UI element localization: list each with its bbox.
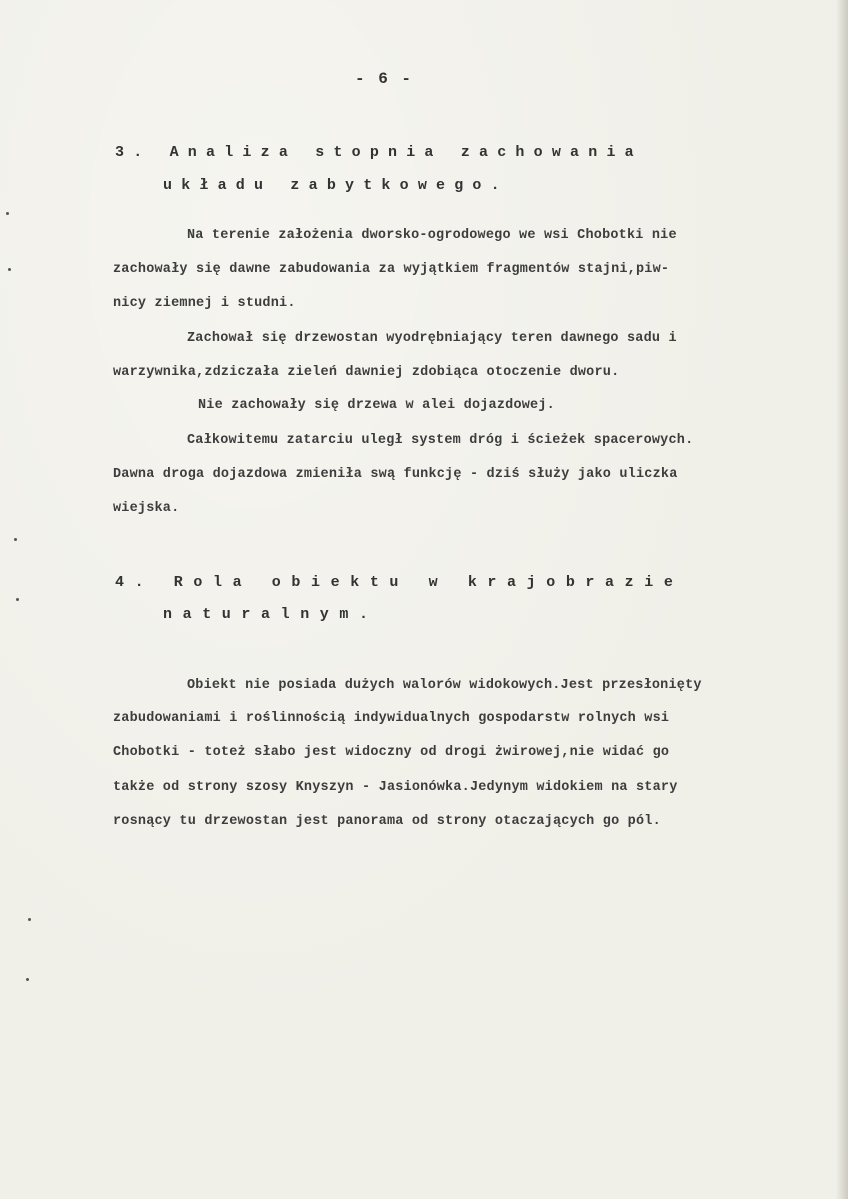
margin-speck [8,268,11,271]
margin-speck [14,538,17,541]
paragraph-line: Chobotki - toteż słabo jest widoczny od drogi żwirowej,nie widać go [113,745,670,760]
paragraph-line: zachowały się dawne zabudowania za wyjątkiem fragmentów stajni,piw- [113,262,670,277]
margin-speck [16,598,19,601]
paper-edge-shadow [836,0,848,1199]
paragraph-line: nicy ziemnej i studni. [113,296,296,311]
paragraph-line: Zachował się drzewostan wyodrębniający teren dawnego sadu i [187,331,677,346]
section-4-heading-continued: naturalnym. [163,606,379,623]
paragraph-line: Całkowitemu zatarciu uległ system dróg i ścieżek spacerowych. [187,433,694,448]
margin-speck [6,212,9,215]
paragraph-line: zabudowaniami i roślinnością indywidualnych gospodarstw rolnych wsi [113,711,670,726]
section-3-heading: 3. Analiza stopnia zachowania [115,144,643,161]
section-4-heading: 4. Rola obiektu w krajobrazie [115,574,684,591]
paragraph-line: Nie zachowały się drzewa w alei dojazdowej. [198,398,555,413]
paragraph-line: Obiekt nie posiada dużych walorów widokowych.Jest przesłonięty [187,678,702,693]
margin-speck [26,978,29,981]
paragraph-line: Na terenie założenia dworsko-ogrodowego we wsi Chobotki nie [187,228,677,243]
margin-speck [28,918,31,921]
paragraph-line: rosnący tu drzewostan jest panorama od strony otaczających go pól. [113,814,661,829]
paragraph-line: wiejska. [113,501,180,516]
paragraph-line: także od strony szosy Knyszyn - Jasionówka.Jedynym widokiem na stary [113,780,678,795]
page-number: - 6 - [355,70,414,88]
paragraph-line: warzywnika,zdziczała zieleń dawniej zdobiąca otoczenie dworu. [113,365,620,380]
paragraph-line: Dawna droga dojazdowa zmieniła swą funkcję - dziś służy jako uliczka [113,467,678,482]
section-3-heading-continued: układu zabytkowego. [163,177,509,194]
